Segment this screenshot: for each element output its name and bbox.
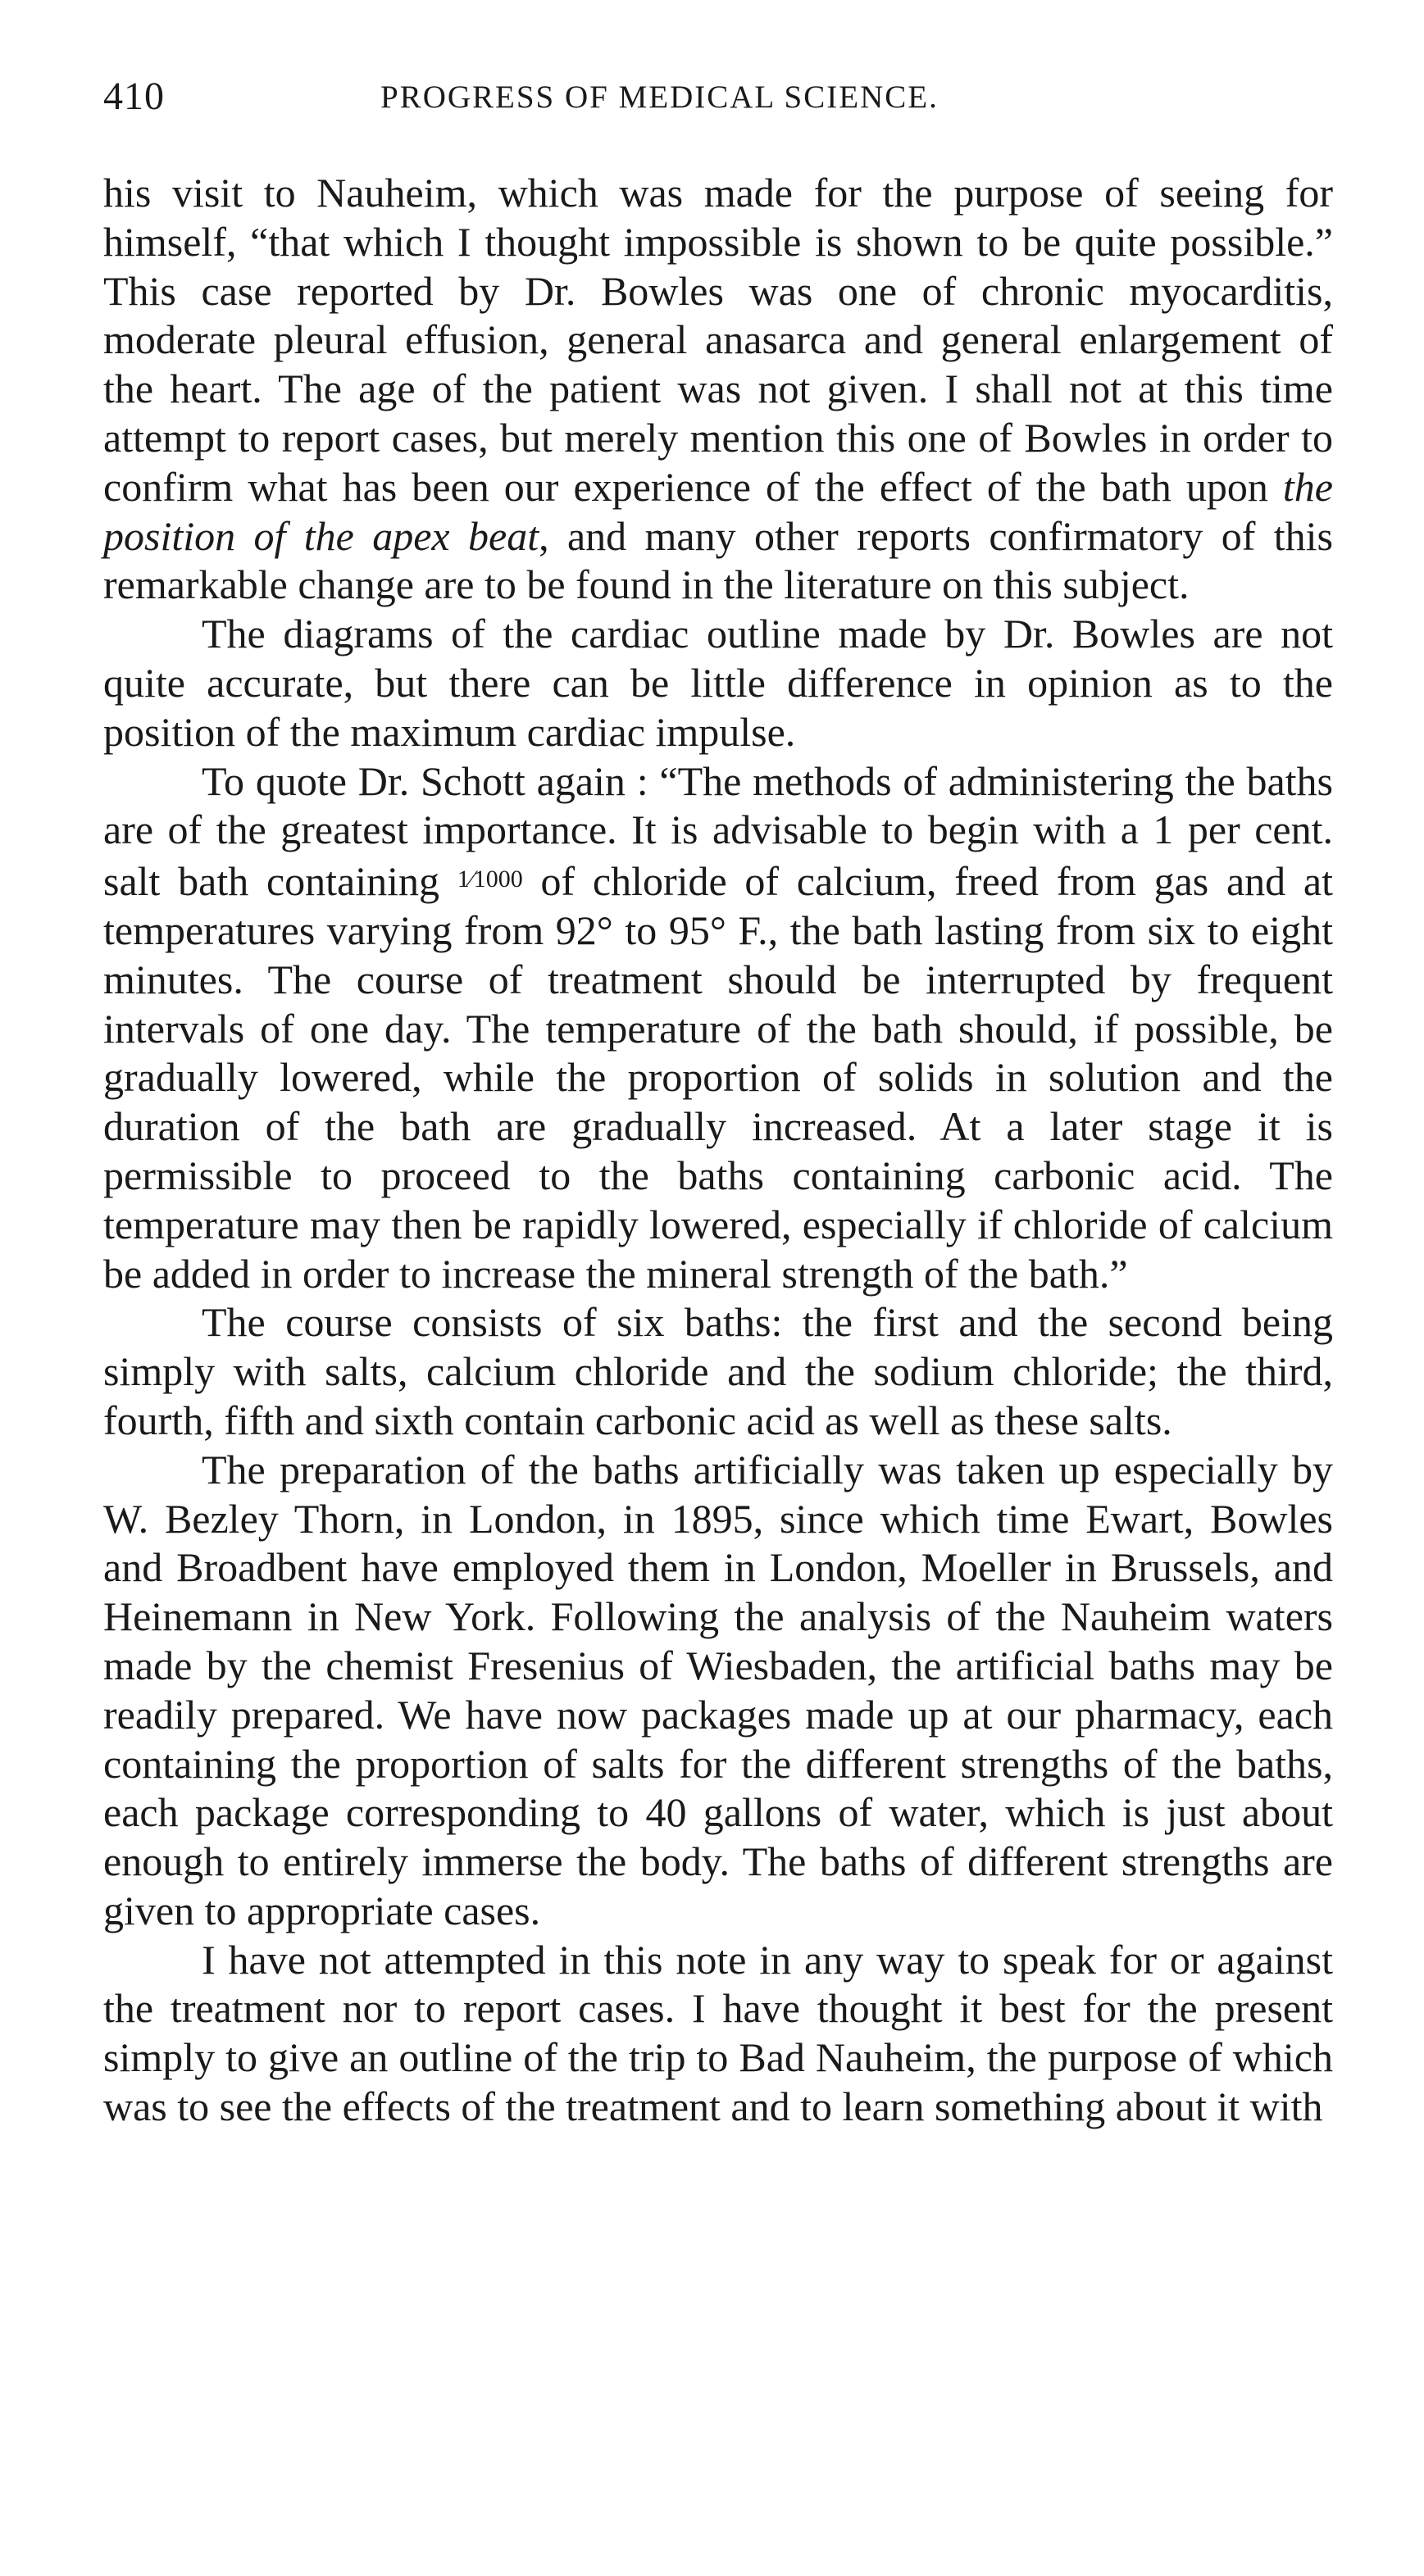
fraction: 1⁄1000 [457,865,523,893]
body-text [103,169,1333,2132]
italic-phrase: the position of the apex beat [103,463,1333,559]
paragraph [103,169,1333,610]
paragraph-text: , and many other reports confirmatory of this remarkable change are to be found in the literature on this subject. [103,512,1333,608]
paragraph-text: I have not attempted in this note in any way to speak for or against the treatment nor to report cases. I have thought it best for the present simply to give an outline of the trip to Bad Nauheim, the purpose of which was to see the effects of the treatment and to learn something about it with [103,1936,1333,2130]
paragraph-text: of chloride of calcium, freed from gas and at temperatures varying from 92° to 95° F., the bath lasting from six to eight minutes. The course of treatment should be interrupted by frequent intervals of one day. The temperature of the bath should, if possible, be gradually lowered, while the proportion of solids in solution and the duration of the bath are gradually increased. At a later stage it is permissible to proceed to the baths containing carbonic acid. The temperature may then be rapidly lowered, especially if chloride of calcium be added in order to increase the mineral strength of the bath.” [103,858,1333,1297]
paragraph [103,1936,1333,2132]
paragraph-text: The course consists of six baths: the first and the second being simply with salts, calcium chloride and the sodium chloride; the third, fourth, fifth and sixth contain carbonic acid as well as these salts. [103,1299,1333,1443]
paragraph [103,610,1333,756]
book-page [103,74,1333,2132]
paragraph-text: To quote Dr. Schott again : “The methods of administering the baths are of the greatest importance. It is advisable to begin with a 1 per cent. salt bath containing [103,757,1333,905]
running-title: PROGRESS OF MEDICAL SCIENCE. [380,80,939,115]
page-number: 410 [103,75,165,118]
paragraph [103,1298,1333,1445]
running-head [103,74,1333,123]
paragraph [103,1446,1333,1936]
paragraph [103,757,1333,1299]
paragraph-text: The diagrams of the cardiac outline made by Dr. Bowles are not quite accurate, but there can be little difference in opinion as to the position of the maximum cardiac impulse. [103,611,1333,755]
paragraph-text: The preparation of the baths artificially was taken up especially by W. Bezley Thorn, in London, in 1895, since which time Ewart, Bowles and Broadbent have employed them in London, Moeller in Brussels, and Heinemann in New York. Following the analysis of the Nauheim waters made by the chemist Fresenius of Wiesbaden, the artificial baths may be readily prepared. We have now packages made up at our pharmacy, each containing the proportion of salts for the different strengths of the baths, each package corresponding to 40 gallons of water, which is just about enough to entirely immerse the body. The baths of different strengths are given to appropriate cases. [103,1446,1333,1933]
paragraph-text: his visit to Nauheim, which was made for the purpose of seeing for himself, “that which I thought impossible is shown to be quite possible.” This case reported by Dr. Bowles was one of chronic myocarditis, moderate pleural effusion, general anasarca and general enlargement of the heart. The age of the patient was not given. I shall not at this time attempt to report cases, but merely mention this one of Bowles in order to confirm what has been our experience of the effect of the bath upon [103,170,1333,510]
